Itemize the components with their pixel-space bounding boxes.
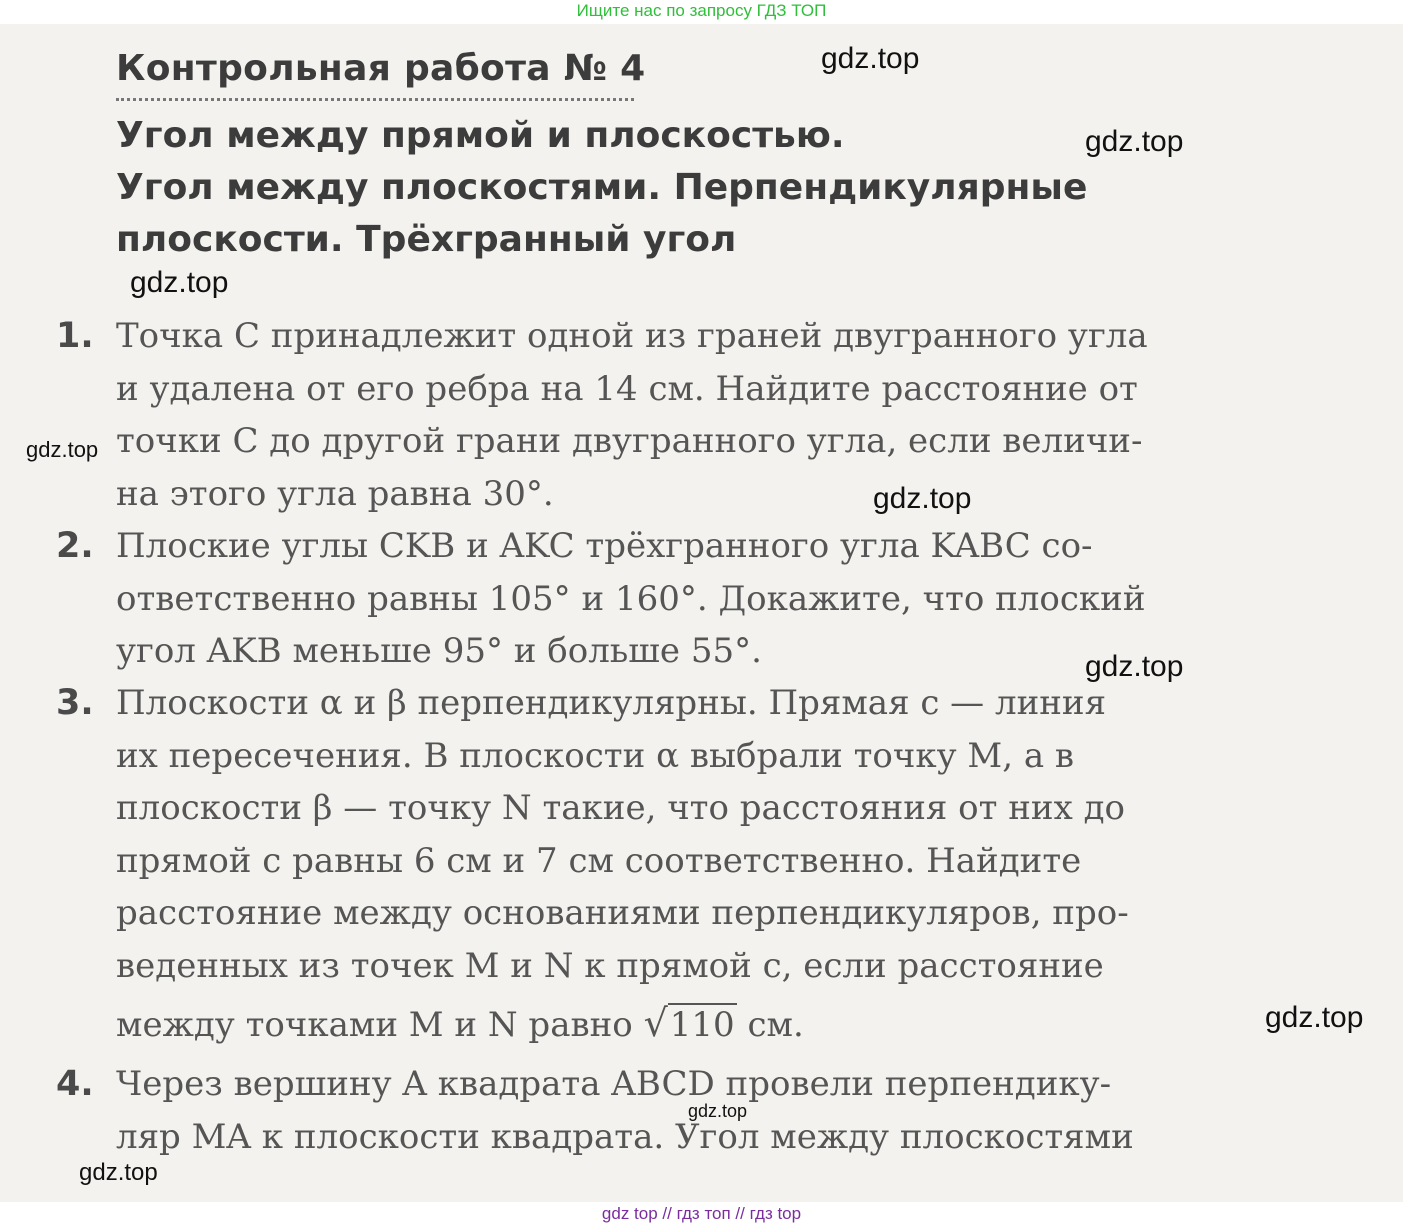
problem-line: точки C до другой грани двугранного угла, если величи-	[116, 421, 1143, 461]
problem-3-number: 3.	[56, 683, 94, 723]
problem-line: и удалена от его ребра на 14 см. Найдите расстояние от	[116, 368, 1138, 409]
problem-4-number: 4.	[56, 1064, 94, 1104]
problem-line-with-sqrt	[116, 992, 1356, 1054]
sqrt-symbol: √	[643, 1001, 668, 1045]
problem-1-number: 1.	[56, 316, 94, 356]
problem-3-text	[116, 677, 1356, 1054]
problem-line: ляр MA к плоскости квадрата. Угол между плоскостями	[116, 1116, 1134, 1157]
problem-line: Плоскости α и β перпендикулярны. Прямая c — линия	[116, 683, 1107, 723]
watermark: gdz.top	[873, 482, 972, 515]
problem-line: Через вершину A квадрата ABCD провели перпендику-	[116, 1064, 1112, 1104]
problem-line: веденных из точек M и N к прямой c, если расстояние	[116, 945, 1104, 986]
problem-line: на этого угла равна 30°.	[116, 473, 554, 514]
watermark: gdz.top	[79, 1159, 158, 1186]
top-banner[interactable]	[0, 0, 1403, 24]
subheading-line: Угол между прямой и плоскостью.	[116, 115, 845, 156]
problem-line: плоскости β — точку N такие, что расстояния от них до	[116, 788, 1125, 828]
page-title: Контрольная работа № 4	[116, 48, 646, 89]
problem-1-text	[116, 310, 1356, 520]
sqrt-line-suffix: см.	[736, 1005, 804, 1045]
top-banner-text[interactable]: Ищите нас по запросу ГДЗ ТОП	[576, 1, 827, 20]
problem-2-number: 2.	[56, 526, 94, 566]
problem-line: Плоские углы CKB и AKC трёхгранного угла KABC со-	[116, 526, 1093, 566]
problem-line: Точка C принадлежит одной из граней двугранного угла	[116, 316, 1148, 356]
sqrt-radicand: 110	[669, 1005, 735, 1045]
problem-line: их пересечения. В плоскости α выбрали точку M, а в	[116, 735, 1075, 776]
watermark: gdz.top	[821, 42, 920, 75]
problem-line: расстояние между основаниями перпендикуляров, про-	[116, 893, 1129, 933]
watermark: gdz.top	[1085, 125, 1184, 158]
subheading-line: плоскости. Трёхгранный угол	[116, 219, 737, 260]
watermark: gdz.top	[1265, 1001, 1364, 1034]
sqrt-line-prefix: между точками M и N равно	[116, 1005, 644, 1045]
bottom-banner[interactable]	[0, 1202, 1403, 1228]
watermark: gdz.top	[26, 437, 99, 462]
watermark: gdz.top	[130, 266, 229, 299]
problem-line: угол AKB меньше 95° и больше 55°.	[116, 631, 762, 671]
bottom-banner-text[interactable]: gdz top // гдз топ // гдз top	[601, 1204, 802, 1223]
problem-line: ответственно равны 105° и 160°. Докажите, что плоский	[116, 578, 1146, 619]
subheading-line: Угол между плоскостями. Перпендикулярные	[116, 167, 1088, 208]
title-underline	[116, 98, 634, 101]
watermark: gdz.top	[1085, 650, 1184, 683]
watermark: gdz.top	[688, 1101, 748, 1121]
problem-line: прямой c равны 6 см и 7 см соответственно. Найдите	[116, 840, 1082, 881]
